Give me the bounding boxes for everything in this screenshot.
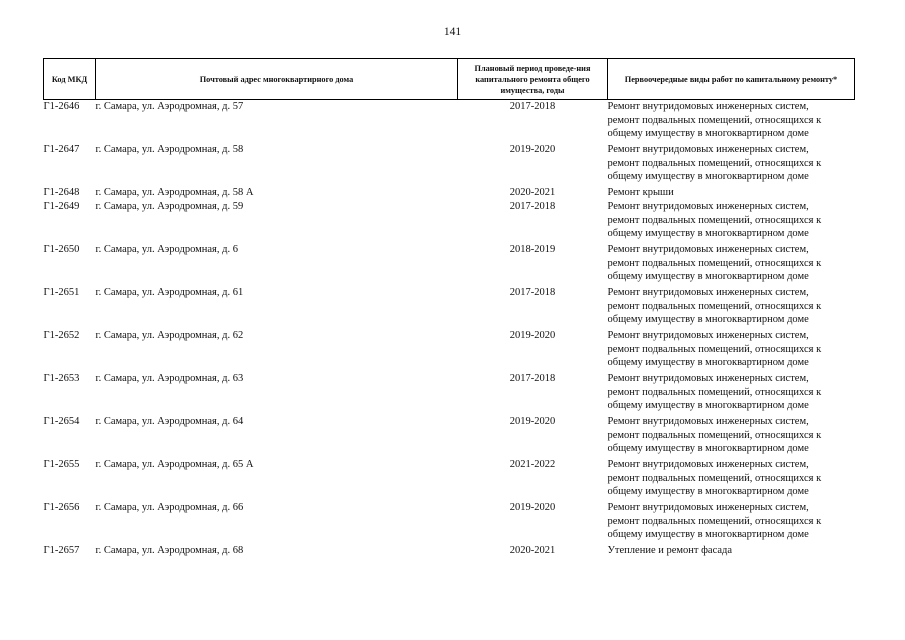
work-line: Ремонт внутридомовых инженерных систем, bbox=[607, 330, 809, 341]
cell-period: 2019-2020 bbox=[509, 416, 556, 427]
cell-period: 2017-2018 bbox=[509, 373, 556, 384]
table-row bbox=[44, 243, 855, 286]
work-line: Ремонт внутридомовых инженерных систем, bbox=[607, 244, 809, 255]
cell-code: Г1-2655 bbox=[43, 459, 80, 470]
header-address: Почтовый адрес многоквартирного дома bbox=[96, 59, 458, 100]
table-row bbox=[44, 286, 855, 329]
cell-code: Г1-2647 bbox=[43, 144, 80, 155]
work-line: Ремонт внутридомовых инженерных систем, bbox=[607, 144, 809, 155]
table-row bbox=[44, 501, 855, 544]
table-row bbox=[44, 200, 855, 243]
cell-address: г. Самара, ул. Аэродромная, д. 57 bbox=[95, 101, 244, 112]
cell-code: Г1-2651 bbox=[43, 287, 80, 298]
cell-works bbox=[608, 458, 855, 501]
cell-code: Г1-2653 bbox=[43, 373, 80, 384]
table-header-row bbox=[44, 59, 855, 100]
work-line: общему имуществу в многоквартирном доме bbox=[607, 171, 809, 183]
work-line: общему имуществу в многоквартирном доме bbox=[607, 228, 809, 240]
cell-period: 2017-2018 bbox=[509, 287, 556, 298]
work-line: Утепление и ремонт фасада bbox=[607, 545, 733, 556]
work-line: Ремонт внутридомовых инженерных систем, bbox=[607, 101, 809, 112]
cell-period: 2019-2020 bbox=[509, 144, 556, 155]
work-line: общему имуществу в многоквартирном доме bbox=[607, 128, 809, 140]
work-line: общему имуществу в многоквартирном доме bbox=[607, 529, 809, 541]
table-row bbox=[44, 415, 855, 458]
cell-code: Г1-2652 bbox=[43, 330, 80, 341]
cell-address: г. Самара, ул. Аэродромная, д. 62 bbox=[95, 330, 244, 341]
cell-code: Г1-2646 bbox=[43, 101, 80, 112]
work-line: Ремонт внутридомовых инженерных систем, bbox=[607, 459, 809, 470]
cell-code: Г1-2656 bbox=[43, 502, 80, 513]
table-row bbox=[44, 100, 855, 144]
cell-address: г. Самара, ул. Аэродромная, д. 6 bbox=[95, 244, 238, 255]
work-line: общему имуществу в многоквартирном доме bbox=[607, 357, 809, 369]
work-line: ремонт подвальных помещений, относящихся к bbox=[607, 300, 822, 312]
work-line: Ремонт внутридомовых инженерных систем, bbox=[607, 416, 809, 427]
cell-works bbox=[608, 243, 855, 286]
work-line: ремонт подвальных помещений, относящихся к bbox=[607, 429, 822, 441]
cell-code: Г1-2654 bbox=[43, 416, 80, 427]
table-row bbox=[44, 186, 855, 200]
work-line: ремонт подвальных помещений, относящихся к bbox=[607, 472, 822, 484]
cell-period: 2021-2022 bbox=[509, 459, 556, 470]
cell-period: 2017-2018 bbox=[509, 201, 556, 212]
work-line: ремонт подвальных помещений, относящихся к bbox=[607, 257, 822, 269]
cell-address: г. Самара, ул. Аэродромная, д. 61 bbox=[95, 287, 244, 298]
capital-repair-table bbox=[43, 58, 855, 558]
cell-code: Г1-2649 bbox=[43, 201, 80, 212]
work-line: ремонт подвальных помещений, относящихся к bbox=[607, 214, 822, 226]
cell-address: г. Самара, ул. Аэродромная, д. 58 bbox=[95, 144, 244, 155]
table-row bbox=[44, 372, 855, 415]
page-number: 141 bbox=[443, 26, 462, 38]
work-line: общему имуществу в многоквартирном доме bbox=[607, 443, 809, 455]
cell-works bbox=[608, 286, 855, 329]
cell-address: г. Самара, ул. Аэродромная, д. 59 bbox=[95, 201, 244, 212]
cell-period: 2019-2020 bbox=[509, 330, 556, 341]
header-period: Плановый период проведе-ния капитального ремонта общего имущества, годы bbox=[458, 59, 608, 100]
cell-period: 2020-2021 bbox=[509, 545, 556, 556]
cell-address: г. Самара, ул. Аэродромная, д. 65 А bbox=[95, 459, 254, 470]
work-line: ремонт подвальных помещений, относящихся к bbox=[607, 343, 822, 355]
work-line: ремонт подвальных помещений, относящихся к bbox=[607, 515, 822, 527]
cell-address: г. Самара, ул. Аэродромная, д. 63 bbox=[95, 373, 244, 384]
cell-period: 2019-2020 bbox=[509, 502, 556, 513]
header-works: Первоочередные виды работ по капитальному ремонту* bbox=[608, 59, 855, 100]
cell-works bbox=[608, 143, 855, 186]
work-line: Ремонт внутридомовых инженерных систем, bbox=[607, 287, 809, 298]
cell-code: Г1-2648 bbox=[43, 187, 80, 198]
cell-address: г. Самара, ул. Аэродромная, д. 68 bbox=[95, 545, 244, 556]
cell-works bbox=[608, 415, 855, 458]
work-line: общему имуществу в многоквартирном доме bbox=[607, 271, 809, 283]
cell-period: 2018-2019 bbox=[509, 244, 556, 255]
table-body bbox=[44, 100, 855, 559]
work-line: ремонт подвальных помещений, относящихся к bbox=[607, 114, 822, 126]
cell-code: Г1-2657 bbox=[43, 545, 80, 556]
work-line: Ремонт крыши bbox=[607, 187, 674, 198]
cell-works bbox=[608, 329, 855, 372]
table-row bbox=[44, 544, 855, 558]
work-line: ремонт подвальных помещений, относящихся к bbox=[607, 157, 822, 169]
work-line: Ремонт внутридомовых инженерных систем, bbox=[607, 201, 809, 212]
work-line: Ремонт внутридомовых инженерных систем, bbox=[607, 373, 809, 384]
cell-period: 2017-2018 bbox=[509, 101, 556, 112]
cell-works bbox=[608, 186, 855, 200]
table-row bbox=[44, 329, 855, 372]
cell-works bbox=[608, 200, 855, 243]
work-line: ремонт подвальных помещений, относящихся к bbox=[607, 386, 822, 398]
cell-address: г. Самара, ул. Аэродромная, д. 64 bbox=[95, 416, 244, 427]
table-row bbox=[44, 143, 855, 186]
work-line: Ремонт внутридомовых инженерных систем, bbox=[607, 502, 809, 513]
cell-address: г. Самара, ул. Аэродромная, д. 58 А bbox=[95, 187, 254, 198]
cell-works bbox=[608, 501, 855, 544]
header-code: Код МКД bbox=[44, 59, 96, 100]
work-line: общему имуществу в многоквартирном доме bbox=[607, 400, 809, 412]
cell-address: г. Самара, ул. Аэродромная, д. 66 bbox=[95, 502, 244, 513]
cell-works bbox=[608, 372, 855, 415]
cell-works bbox=[608, 544, 855, 558]
work-line: общему имуществу в многоквартирном доме bbox=[607, 314, 809, 326]
cell-code: Г1-2650 bbox=[43, 244, 80, 255]
table-row bbox=[44, 458, 855, 501]
cell-period: 2020-2021 bbox=[509, 187, 556, 198]
cell-works bbox=[608, 100, 855, 144]
work-line: общему имуществу в многоквартирном доме bbox=[607, 486, 809, 498]
